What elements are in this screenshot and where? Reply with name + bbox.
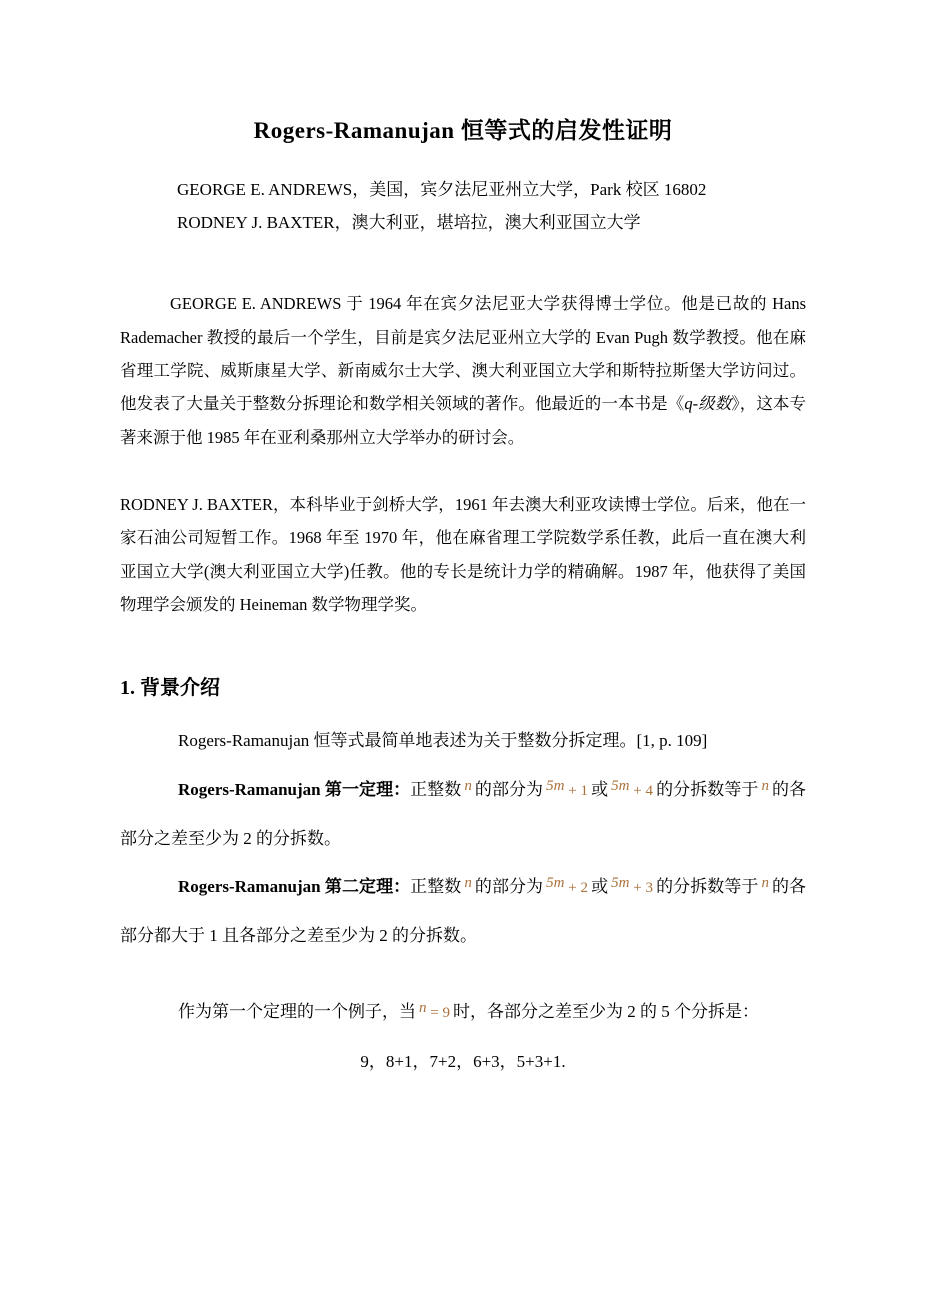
math-rest: + 4 xyxy=(629,783,654,800)
theorem-2-text: 正整数 xyxy=(410,877,462,897)
theorem-2-paragraph xyxy=(120,863,806,960)
theorem-1-paragraph xyxy=(120,766,806,863)
math-rest: + 2 xyxy=(564,880,589,897)
bio-paragraph-andrews xyxy=(120,287,806,454)
math-term-n xyxy=(464,780,472,799)
theorem-1-text: 的部分为 xyxy=(474,780,544,800)
theorem-2-text: 的各部分都大于 1 且各部分之差至少为 2 的分拆数。 xyxy=(120,877,807,945)
math-term-5m4 xyxy=(611,780,653,799)
math-var: n xyxy=(761,875,769,892)
math-rest: = 9 xyxy=(426,1004,450,1021)
math-term-n xyxy=(464,877,472,896)
math-rest: + 3 xyxy=(629,880,654,897)
example-text: 时，各部分之差至少为 2 的 5 个分拆是： xyxy=(452,1001,759,1021)
math-var: 5m xyxy=(611,875,630,892)
math-var: n xyxy=(464,875,472,892)
theorem-2-text: 的分拆数等于 xyxy=(656,877,759,897)
bio-andrews-text-before: GEORGE E. ANDREWS 于 1964 年在宾夕法尼亚大学获得博士学位。他是已故的 Hans Rademacher 教授的最后一个学生，目前是宾夕法尼亚州立大学的 Evan Pugh 数学教授。他在麻省理工学院、威斯康星大学、新南威尔士大学、澳大利亚国立大学和斯特拉斯堡大学访问过。他发表了大量关于整数分拆理论和数学相关领域的著作。他最近的一本书是《 xyxy=(120,294,806,414)
math-var: n xyxy=(419,999,427,1016)
theorem-1-label: Rogers-Ramanujan 第一定理： xyxy=(178,780,411,800)
math-var: 5m xyxy=(546,875,565,892)
theorem-1-text: 正整数 xyxy=(410,780,462,800)
theorem-1-text: 或 xyxy=(591,780,609,800)
theorem-1-text: 的分拆数等于 xyxy=(656,780,759,800)
author-block xyxy=(120,173,806,239)
theorem-2-text: 的部分为 xyxy=(474,877,544,897)
math-rest: + 1 xyxy=(564,783,589,800)
partition-list: 9，8+1，7+2，6+3，5+3+1. xyxy=(360,1051,566,1071)
author-line-baxter: RODNEY J. BAXTER，澳大利亚，堪培拉，澳大利亚国立大学 xyxy=(177,213,641,233)
math-var: n xyxy=(464,778,472,795)
bio-paragraph-baxter: RODNEY J. BAXTER，本科毕业于剑桥大学，1961 年去澳大利亚攻读博士学位。后来，他在一家石油公司短暂工作。1968 年至 1970 年，他在麻省理工学院数学系任教，此后一直在澳大利亚国立大学(澳大利亚国立大学)任教。他的专长是统计力学的精确解。1987 年，他获得了美国物理学会颁发的 Heineman 数学物理学奖。 xyxy=(120,494,806,614)
math-term-n xyxy=(761,780,769,799)
example-text: 作为第一个定理的一个例子，当 xyxy=(178,1001,416,1021)
math-term-n-equals-9 xyxy=(419,999,450,1021)
math-var: 5m xyxy=(611,778,630,795)
math-term-n xyxy=(761,877,769,896)
math-term-5m3 xyxy=(611,877,653,896)
intro-paragraph: Rogers-Ramanujan 恒等式最简单地表述为关于整数分拆定理。[1, p. 109] xyxy=(178,731,708,751)
math-var: 5m xyxy=(546,778,565,795)
theorem-1-text: 的各部分之差至少为 2 的分拆数。 xyxy=(120,780,807,848)
theorem-2-text: 或 xyxy=(591,877,609,897)
bio-andrews-text-after: 》，这本专著来源于他 1985 年在亚利桑那州立大学举办的研讨会。 xyxy=(120,394,807,447)
author-line-andrews: GEORGE E. ANDREWS，美国，宾夕法尼亚州立大学，Park 校区 16802 xyxy=(177,180,707,199)
math-var: n xyxy=(761,778,769,795)
section-1-heading: 1. 背景介绍 xyxy=(120,677,220,700)
document-title: Rogers-Ramanujan 恒等式的启发性证明 xyxy=(253,118,673,143)
book-title-italic: q-级数 xyxy=(684,394,732,414)
math-term-5m2 xyxy=(546,877,588,896)
math-term-5m1 xyxy=(546,780,588,799)
theorem-2-label: Rogers-Ramanujan 第二定理： xyxy=(178,877,411,897)
example-paragraph xyxy=(120,986,806,1037)
